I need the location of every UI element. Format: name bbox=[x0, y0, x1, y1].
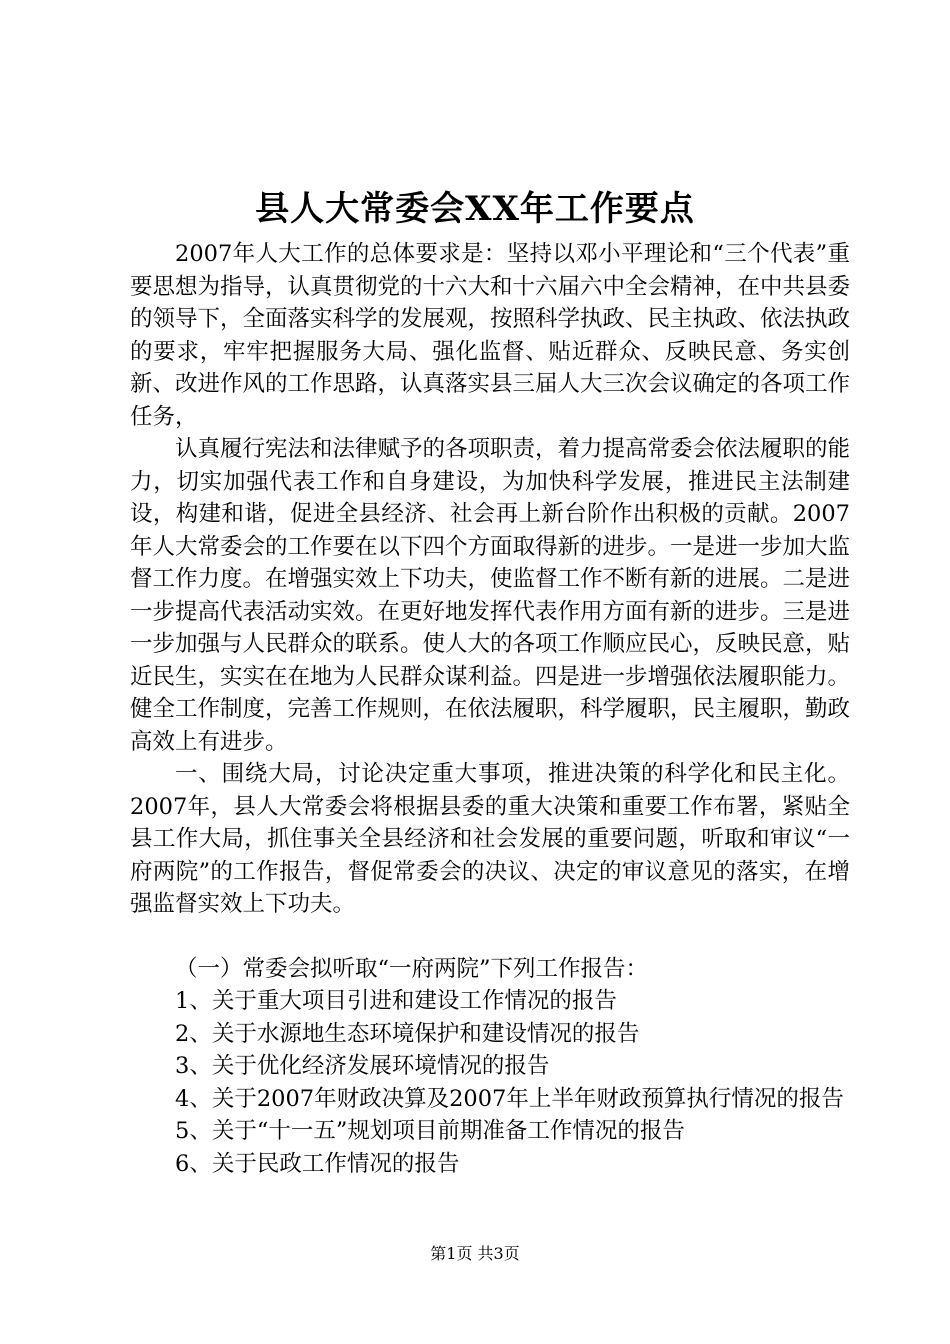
report-item-4: 4、关于2007年财政决算及2007年上半年财政预算执行情况的报告 bbox=[175, 1085, 844, 1112]
paragraph-report-list-heading: （一）常委会拟听取“一府两院”下列工作报告： bbox=[175, 955, 649, 982]
report-item-1: 1、关于重大项目引进和建设工作情况的报告 bbox=[175, 988, 617, 1014]
report-item-2: 2、关于水源地生态环境保护和建设情况的报告 bbox=[175, 1020, 640, 1047]
report-item-3: 3、关于优化经济发展环境情况的报告 bbox=[175, 1053, 550, 1079]
paragraph-general-requirements: 2007年人大工作的总体要求是：坚持以邓小平理论和“三个代表”重要思想为指导，认真贯彻党的十六大和十六届六中全会精神，在中共县委的领导下，全面落实科学的发展观，按照科学执政、民主执政、依法执政的要求，牢牢把握服务大局、强化监督、贴近群众、反映民意、务实创新、改进作风的工作思路，认真落实县三届人大三次会议确定的各项工作任务， bbox=[130, 241, 851, 430]
page-number-footer: 第1页 共3页 bbox=[430, 1244, 520, 1263]
report-item-6: 6、关于民政工作情况的报告 bbox=[175, 1150, 460, 1177]
document-title: 县人大常委会XX年工作要点 bbox=[255, 189, 695, 229]
document-body bbox=[130, 238, 850, 1180]
paragraph-section-one: 一、围绕大局，讨论决定重大事项，推进决策的科学化和民主化。2007年，县人大常委会将根据县委的重大决策和重要工作布署，紧贴全县工作大局，抓住事关全县经济和社会发展的重要问题，听取和审议“一府两院”的工作报告，督促常委会的决议、决定的审议意见的落实，在增强监督实效上下功夫。 bbox=[130, 761, 850, 917]
report-item-5: 5、关于“十一五”规划项目前期准备工作情况的报告 bbox=[175, 1118, 685, 1144]
paragraph-duties: 认真履行宪法和法律赋予的各项职责，着力提高常委会依法履职的能力，切实加强代表工作和自身建设，为加快科学发展，推进民主法制建设，构建和谐，促进全县经济、社会再上新台阶作出积极的贡献。2007年人大常委会的工作要在以下四个方面取得新的进步。一是进一步加大监督工作力度。在增强实效上下功夫，使监督工作不断有新的进展。二是进一步提高代表活动实效。在更好地发挥代表作用方面有新的进步。三是进一步加强与人民群众的联系。使人大的各项工作顺应民心，反映民意，贴近民生，实实在在地为人民群众谋利益。四是进一步增强依法履职能力。健全工作制度，完善工作规则，在依法履职，科学履职，民主履职，勤政高效上有进步。 bbox=[130, 436, 851, 755]
